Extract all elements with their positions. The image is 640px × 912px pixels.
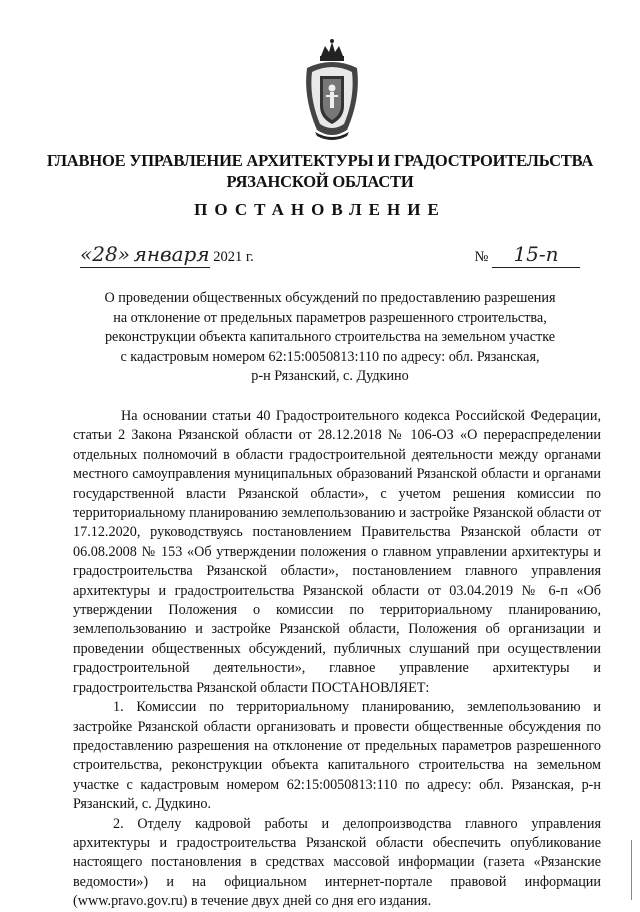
subject-line3: реконструкции объекта капитального строительства на земельном участке xyxy=(104,329,556,345)
subject-line4: с кадастровым номером 62:15:0050813:110 по адресу: обл. Рязанская, xyxy=(120,348,540,365)
issuing-authority-line1: ГЛАВНОЕ УПРАВЛЕНИЕ АРХИТЕКТУРЫ И ГРАДОСТРОИТЕЛЬСТВА xyxy=(46,151,594,170)
subject-line1: О проведении общественных обсуждений по предоставлению разрешения xyxy=(104,290,556,306)
date-day: 28 xyxy=(92,242,118,266)
document-date xyxy=(80,244,254,268)
document-number xyxy=(475,244,580,268)
date-year: 2021 г. xyxy=(213,249,254,265)
document-body xyxy=(73,407,601,912)
resolution-item-1: 1. Комиссии по территориальному планированию, землепользованию и застройке Рязанской области организовать и провести общественные обсуждения по предоставлению разрешения на отклонение от предельных параметров разрешенного строительства, реконструкции объекта капитального строительства на земельном участке с кадастровым номером 62:15:0050813:110 по адресу: обл. Рязанская, р-н Рязанский, с. Дудкино. xyxy=(73,699,601,813)
issuing-authority xyxy=(0,150,640,192)
resolution-item-2: 2. Отделу кадровой работы и делопроизводства главного управления архитектуры и градостроительства Рязанской области обеспечить опубликование настоящего постановления в средствах массовой информации (газета «Рязанские ведомости») и на официальном интернет-портале правовой информации (www.pravo.gov.ru) в течение двух дней со дня его издания. xyxy=(73,815,601,910)
date-month: января xyxy=(133,242,210,266)
number-label: № xyxy=(474,249,489,265)
document-type-title: ПОСТАНОВЛЕНИЕ xyxy=(194,200,446,219)
issuing-authority-line2: РЯЗАНСКОЙ ОБЛАСТИ xyxy=(226,172,414,191)
subject-line5: р-н Рязанский, с. Дудкино xyxy=(251,368,409,384)
date-open-quote: « xyxy=(80,242,93,266)
number-value: 15-п xyxy=(513,242,559,266)
preamble-paragraph: На основании статьи 40 Градостроительного кодекса Российской Федерации, статьи 2 Закона Рязанской области от 28.12.2018 № 106-ОЗ «О перераспределении отдельных полномочий в области градостроительной деятельности между органами местного самоуправления муниципальных образований Рязанской области и органами государственной власти Рязанской области», с учетом решения комиссии по территориальному планированию землепользованию и застройке Рязанской области от 17.12.2020, руководствуясь постановлением Правительства Рязанской области от 06.08.2008 № 153 «Об утверждении положения о главном управлении архитектуры и градостроительства Рязанской области», постановлением главного управления архитектуры и градостроительства Рязанской области от 03.04.2019 № 6-п «Об утверждении Положения о комиссии по территориальному планированию, землепользованию и застройке Рязанской области, Положения об организации и проведении общественных обсуждений, публичных слушаний при осуществлении градостроительной деятельности», главное управление архитектуры и градостроительства Рязанской области ПОСТАНОВЛЯЕТ: xyxy=(73,408,601,696)
subject-line2: на отклонение от предельных параметров разрешенного строительства, xyxy=(113,309,547,326)
scan-edge-mark xyxy=(631,840,632,900)
date-close-quote: » xyxy=(117,242,130,266)
coat-of-arms-emblem xyxy=(301,38,363,144)
document-subject xyxy=(70,289,590,387)
date-number-line xyxy=(80,244,580,274)
